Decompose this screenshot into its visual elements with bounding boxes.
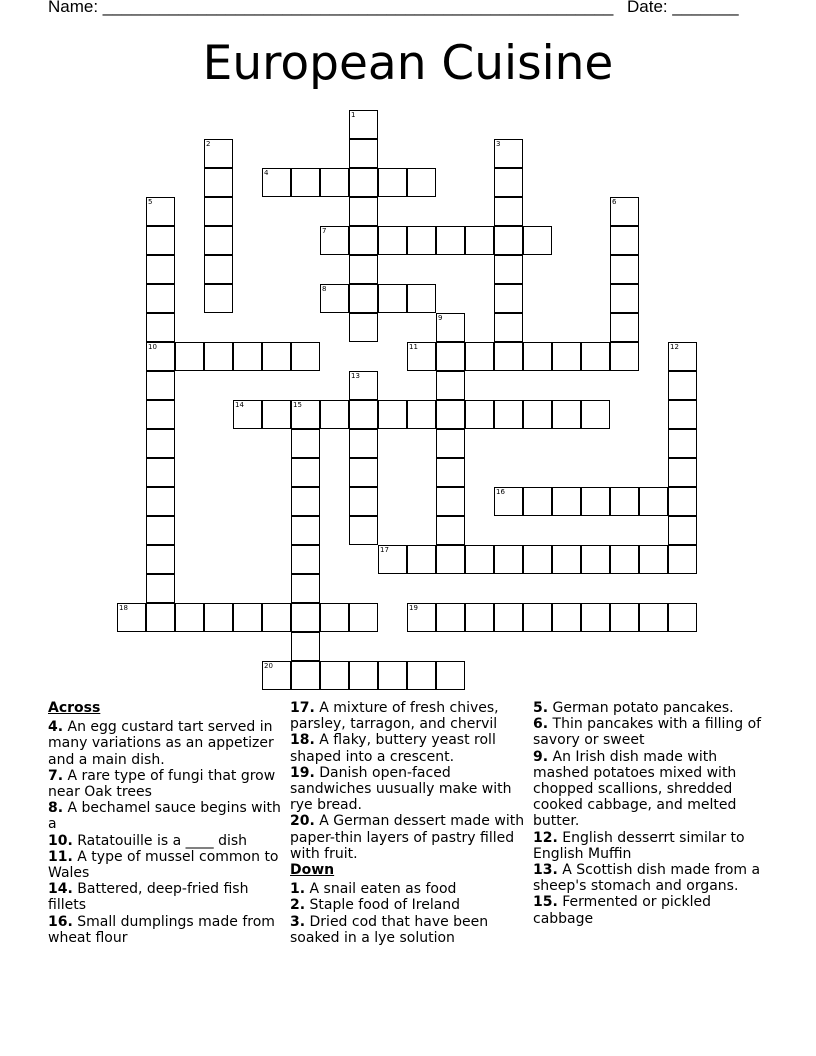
cell-number: 2 <box>206 140 211 148</box>
down-clue-5 <box>533 700 763 716</box>
grid-cell[interactable] <box>523 603 552 632</box>
cell-number: 6 <box>612 198 617 206</box>
grid-cell[interactable] <box>581 603 610 632</box>
grid-cell[interactable] <box>349 458 378 487</box>
grid-cell[interactable] <box>262 603 291 632</box>
grid-cell[interactable] <box>320 226 349 255</box>
grid-cell[interactable] <box>581 342 610 371</box>
grid-cell[interactable] <box>349 226 378 255</box>
grid-cell[interactable] <box>552 400 581 429</box>
grid-cell[interactable] <box>146 226 175 255</box>
grid-cell[interactable] <box>668 545 697 574</box>
grid-cell[interactable] <box>204 168 233 197</box>
clue-number: 5. <box>533 700 549 716</box>
clue-text: A bechamel sauce begins with a <box>48 800 281 833</box>
grid-cell[interactable] <box>668 400 697 429</box>
grid-cell[interactable] <box>378 545 407 574</box>
grid-cell[interactable] <box>494 197 523 226</box>
grid-cell[interactable] <box>668 516 697 545</box>
grid-cell[interactable] <box>204 255 233 284</box>
grid-cell[interactable] <box>146 255 175 284</box>
cell-number: 18 <box>119 604 128 612</box>
grid-cell[interactable] <box>349 255 378 284</box>
grid-cell[interactable] <box>407 342 436 371</box>
grid-cell[interactable] <box>668 371 697 400</box>
cell-number: 10 <box>148 343 157 351</box>
clue-number: 6. <box>533 716 549 733</box>
down-clue-9 <box>533 749 763 830</box>
grid-cell[interactable] <box>610 313 639 342</box>
clue-text: An Irish dish made with mashed potatoes mixed with chopped scallions, shredded cooked cabbage, and melted butter. <box>533 748 737 830</box>
grid-cell[interactable] <box>610 603 639 632</box>
cell-number: 14 <box>235 401 244 409</box>
clue-number: 9. <box>533 748 549 765</box>
grid-cell[interactable] <box>436 226 465 255</box>
grid-cell[interactable] <box>378 661 407 690</box>
grid-cell[interactable] <box>610 342 639 371</box>
grid-cell[interactable] <box>233 400 262 429</box>
down-heading: Down <box>290 862 335 879</box>
cell-number: 19 <box>409 604 418 612</box>
grid-cell[interactable] <box>494 168 523 197</box>
across-clue-8 <box>48 800 284 832</box>
grid-cell[interactable] <box>146 516 175 545</box>
grid-cell[interactable] <box>146 574 175 603</box>
grid-cell[interactable] <box>291 516 320 545</box>
grid-cell[interactable] <box>639 603 668 632</box>
grid-cell[interactable] <box>146 371 175 400</box>
across-clue-11 <box>48 849 284 881</box>
grid-cell[interactable] <box>436 429 465 458</box>
grid-cell[interactable] <box>581 487 610 516</box>
grid-cell[interactable] <box>407 545 436 574</box>
clue-text: Ratatouille is a ____ dish <box>77 832 248 849</box>
clue-text: Staple food of Ireland <box>309 897 461 914</box>
cell-number: 13 <box>351 372 360 380</box>
across-clue-19 <box>290 765 526 814</box>
cell-number: 4 <box>264 169 269 177</box>
grid-cell[interactable] <box>146 197 175 226</box>
grid-cell[interactable] <box>465 400 494 429</box>
grid-cell[interactable] <box>407 168 436 197</box>
cell-number: 8 <box>322 285 327 293</box>
down-clue-2 <box>290 897 526 913</box>
cell-number: 17 <box>380 546 389 554</box>
clue-text: Thin pancakes with a filling of savory or sweet <box>533 716 762 749</box>
grid-cell[interactable] <box>378 168 407 197</box>
grid-cell[interactable] <box>436 661 465 690</box>
grid-cell[interactable] <box>320 168 349 197</box>
cell-number: 1 <box>351 111 356 119</box>
clue-text: A flaky, buttery yeast roll shaped into a crescent. <box>290 732 496 765</box>
across-clue-17 <box>290 700 526 732</box>
grid-cell[interactable] <box>291 487 320 516</box>
grid-cell[interactable] <box>610 226 639 255</box>
name-field-label: Name: ______________________________________________________ <box>48 0 614 16</box>
down-clue-3 <box>290 914 526 946</box>
clue-number: 10. <box>48 832 73 849</box>
across-clue-7 <box>48 768 284 800</box>
clues-column-1 <box>48 700 284 946</box>
clue-text: German potato pancakes. <box>552 700 734 716</box>
grid-cell[interactable] <box>378 284 407 313</box>
grid-cell[interactable] <box>494 313 523 342</box>
grid-cell[interactable] <box>552 603 581 632</box>
grid-cell[interactable] <box>494 139 523 168</box>
grid-cell[interactable] <box>523 342 552 371</box>
grid-cell[interactable] <box>291 603 320 632</box>
clue-number: 3. <box>290 913 306 930</box>
grid-cell[interactable] <box>494 603 523 632</box>
cell-number: 12 <box>670 343 679 351</box>
cell-number: 9 <box>438 314 443 322</box>
grid-cell[interactable] <box>291 574 320 603</box>
cell-number: 7 <box>322 227 327 235</box>
clue-text: A German dessert made with paper-thin layers of pastry filled with fruit. <box>290 813 525 862</box>
grid-cell[interactable] <box>146 313 175 342</box>
grid-cell[interactable] <box>349 487 378 516</box>
grid-cell[interactable] <box>349 400 378 429</box>
across-clue-16 <box>48 914 284 946</box>
grid-cell[interactable] <box>175 342 204 371</box>
grid-cell[interactable] <box>552 342 581 371</box>
clue-text: Dried cod that have been soaked in a lye solution <box>290 913 489 946</box>
grid-cell[interactable] <box>204 197 233 226</box>
grid-cell[interactable] <box>320 284 349 313</box>
grid-cell[interactable] <box>146 400 175 429</box>
grid-cell[interactable] <box>349 313 378 342</box>
grid-cell[interactable] <box>407 284 436 313</box>
clue-text: An egg custard tart served in many variations as an appetizer and a main dish. <box>48 719 274 768</box>
clue-text: A Scottish dish made from a sheep's stomach and organs. <box>533 862 761 895</box>
grid-cell[interactable] <box>436 545 465 574</box>
grid-cell[interactable] <box>668 603 697 632</box>
grid-cell[interactable] <box>465 226 494 255</box>
grid-cell[interactable] <box>610 255 639 284</box>
grid-cell[interactable] <box>639 487 668 516</box>
clues-column-3 <box>533 700 763 927</box>
down-clue-15 <box>533 894 763 926</box>
grid-cell[interactable] <box>436 313 465 342</box>
grid-cell[interactable] <box>349 168 378 197</box>
clue-text: A type of mussel common to Wales <box>48 848 279 882</box>
cell-number: 5 <box>148 198 153 206</box>
cell-number: 16 <box>496 488 505 496</box>
clue-number: 16. <box>48 913 73 930</box>
clue-number: 19. <box>290 764 315 781</box>
grid-cell[interactable] <box>320 603 349 632</box>
grid-cell[interactable] <box>436 603 465 632</box>
clue-number: 18. <box>290 732 315 749</box>
grid-cell[interactable] <box>291 458 320 487</box>
cell-number: 15 <box>293 401 302 409</box>
grid-cell[interactable] <box>349 429 378 458</box>
clue-text: Danish open-faced sandwiches uusually make with rye bread. <box>290 764 512 814</box>
grid-cell[interactable] <box>262 661 291 690</box>
grid-cell[interactable] <box>494 487 523 516</box>
clue-text: A snail eaten as food <box>309 881 457 898</box>
grid-cell[interactable] <box>668 342 697 371</box>
grid-cell[interactable] <box>349 516 378 545</box>
clue-number: 2. <box>290 897 306 914</box>
clue-number: 1. <box>290 881 306 898</box>
grid-cell[interactable] <box>407 661 436 690</box>
grid-cell[interactable] <box>436 458 465 487</box>
grid-cell[interactable] <box>146 284 175 313</box>
puzzle-title: European Cuisine <box>202 36 614 91</box>
grid-cell[interactable] <box>552 487 581 516</box>
grid-cell[interactable] <box>204 284 233 313</box>
grid-cell[interactable] <box>291 168 320 197</box>
cell-number: 20 <box>264 662 273 670</box>
grid-cell[interactable] <box>668 458 697 487</box>
down-clue-12 <box>533 830 763 862</box>
grid-cell[interactable] <box>610 545 639 574</box>
grid-cell[interactable] <box>523 400 552 429</box>
grid-cell[interactable] <box>610 197 639 226</box>
grid-cell[interactable] <box>204 342 233 371</box>
grid-cell[interactable] <box>262 400 291 429</box>
grid-cell[interactable] <box>175 603 204 632</box>
grid-cell[interactable] <box>436 487 465 516</box>
grid-cell[interactable] <box>494 255 523 284</box>
clue-number: 4. <box>48 719 64 736</box>
grid-cell[interactable] <box>291 429 320 458</box>
grid-cell[interactable] <box>523 226 552 255</box>
date-field-label: Date: _______ <box>627 0 739 16</box>
clue-number: 13. <box>533 862 558 879</box>
grid-cell[interactable] <box>146 458 175 487</box>
clues-column-2 <box>290 700 526 946</box>
clue-number: 15. <box>533 894 558 911</box>
grid-cell[interactable] <box>494 226 523 255</box>
grid-cell[interactable] <box>639 545 668 574</box>
grid-cell[interactable] <box>291 545 320 574</box>
cell-number: 11 <box>409 343 418 351</box>
grid-cell[interactable] <box>320 661 349 690</box>
grid-cell[interactable] <box>407 400 436 429</box>
grid-cell[interactable] <box>436 342 465 371</box>
clue-number: 7. <box>48 767 64 784</box>
grid-cell[interactable] <box>581 400 610 429</box>
clue-text: Battered, deep-fried fish fillets <box>48 881 249 914</box>
grid-cell[interactable] <box>291 632 320 661</box>
grid-cell[interactable] <box>378 226 407 255</box>
grid-cell[interactable] <box>610 487 639 516</box>
clue-text: A mixture of fresh chives, parsley, tarragon, and chervil <box>290 700 499 733</box>
grid-cell[interactable] <box>494 545 523 574</box>
grid-cell[interactable] <box>349 139 378 168</box>
grid-cell[interactable] <box>436 516 465 545</box>
down-clue-6 <box>533 716 763 748</box>
grid-cell[interactable] <box>436 400 465 429</box>
across-clue-14 <box>48 881 284 913</box>
down-clue-1 <box>290 881 526 897</box>
grid-cell[interactable] <box>146 545 175 574</box>
clue-text: English desserrt similar to English Muffin <box>533 829 745 862</box>
grid-cell[interactable] <box>552 545 581 574</box>
grid-cell[interactable] <box>523 487 552 516</box>
clue-text: A rare type of fungi that grow near Oak trees <box>48 767 276 801</box>
grid-cell[interactable] <box>349 197 378 226</box>
grid-cell[interactable] <box>291 661 320 690</box>
grid-cell[interactable] <box>204 603 233 632</box>
grid-cell[interactable] <box>262 342 291 371</box>
grid-cell[interactable] <box>581 545 610 574</box>
grid-cell[interactable] <box>523 545 552 574</box>
cell-number: 3 <box>496 140 501 148</box>
grid-cell[interactable] <box>320 400 349 429</box>
grid-cell[interactable] <box>465 545 494 574</box>
clue-number: 8. <box>48 800 64 817</box>
grid-cell[interactable] <box>146 429 175 458</box>
grid-cell[interactable] <box>610 284 639 313</box>
grid-cell[interactable] <box>494 342 523 371</box>
clue-number: 12. <box>533 829 558 846</box>
grid-cell[interactable] <box>117 603 146 632</box>
grid-cell[interactable] <box>668 487 697 516</box>
across-clue-20 <box>290 813 526 862</box>
clue-number: 17. <box>290 700 315 716</box>
grid-cell[interactable] <box>146 603 175 632</box>
grid-cell[interactable] <box>407 603 436 632</box>
grid-cell[interactable] <box>436 371 465 400</box>
clue-number: 11. <box>48 848 73 865</box>
down-clue-13 <box>533 862 763 894</box>
grid-cell[interactable] <box>291 342 320 371</box>
clue-text: Fermented or pickled cabbage <box>533 894 711 927</box>
clue-text: Small dumplings made from wheat flour <box>48 913 275 946</box>
grid-cell[interactable] <box>494 400 523 429</box>
grid-cell[interactable] <box>494 284 523 313</box>
grid-cell[interactable] <box>349 110 378 139</box>
grid-cell[interactable] <box>407 226 436 255</box>
grid-cell[interactable] <box>349 371 378 400</box>
grid-cell[interactable] <box>378 400 407 429</box>
grid-cell[interactable] <box>204 139 233 168</box>
grid-cell[interactable] <box>349 603 378 632</box>
clue-number: 20. <box>290 813 315 830</box>
grid-cell[interactable] <box>349 284 378 313</box>
grid-cell[interactable] <box>668 429 697 458</box>
grid-cell[interactable] <box>204 226 233 255</box>
across-clue-4 <box>48 719 284 768</box>
grid-cell[interactable] <box>146 487 175 516</box>
across-clue-18 <box>290 732 526 764</box>
across-clue-10 <box>48 833 284 849</box>
grid-cell[interactable] <box>349 661 378 690</box>
clue-number: 14. <box>48 881 73 898</box>
across-heading: Across <box>48 700 101 716</box>
grid-cell[interactable] <box>465 603 494 632</box>
grid-cell[interactable] <box>262 168 291 197</box>
grid-cell[interactable] <box>146 342 175 371</box>
grid-cell[interactable] <box>233 603 262 632</box>
grid-cell[interactable] <box>465 342 494 371</box>
grid-cell[interactable] <box>291 400 320 429</box>
grid-cell[interactable] <box>233 342 262 371</box>
